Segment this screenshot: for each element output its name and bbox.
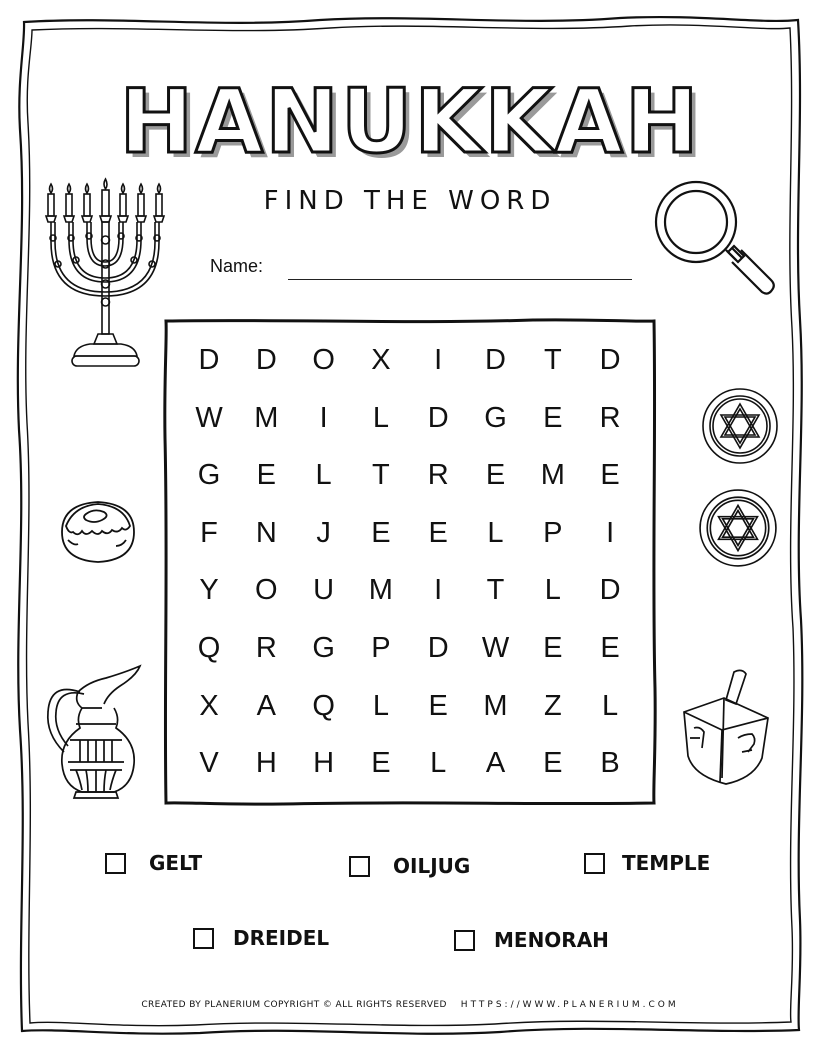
- coin-icon: [700, 386, 780, 466]
- grid-cell[interactable]: P: [371, 632, 391, 664]
- word-label: DREIDEL: [233, 926, 330, 950]
- grid-cell[interactable]: O: [312, 344, 335, 376]
- grid-cell[interactable]: U: [313, 574, 335, 607]
- grid-cell[interactable]: L: [602, 689, 619, 722]
- grid-cell[interactable]: M: [368, 574, 393, 607]
- grid-cell[interactable]: A: [256, 689, 276, 722]
- grid-cell[interactable]: L: [372, 401, 389, 434]
- grid-cell[interactable]: M: [540, 459, 565, 492]
- grid-cell[interactable]: Z: [543, 689, 562, 722]
- grid-cell[interactable]: P: [543, 516, 563, 549]
- grid-cell[interactable]: W: [481, 632, 510, 664]
- grid-cell[interactable]: D: [255, 344, 277, 376]
- name-label: Name:: [210, 256, 264, 276]
- grid-cell[interactable]: X: [371, 344, 391, 376]
- grid-cell[interactable]: A: [485, 747, 506, 780]
- grid-cell[interactable]: Q: [197, 632, 221, 664]
- grid-cell[interactable]: R: [427, 459, 449, 492]
- menorah-icon: [40, 176, 180, 376]
- grid-cell[interactable]: W: [195, 401, 223, 434]
- grid-cell[interactable]: D: [427, 632, 449, 664]
- grid-cell[interactable]: E: [428, 689, 448, 722]
- grid-cell[interactable]: M: [483, 689, 508, 722]
- page-subtitle: FIND THE WORD: [263, 186, 557, 216]
- grid-cell[interactable]: L: [544, 574, 561, 607]
- grid-cell[interactable]: E: [371, 516, 391, 549]
- grid-cell[interactable]: H: [255, 747, 277, 780]
- grid-cell[interactable]: E: [485, 459, 506, 492]
- grid-cell[interactable]: Q: [312, 689, 335, 722]
- grid-cell[interactable]: X: [199, 689, 219, 722]
- grid-cell[interactable]: M: [254, 401, 279, 434]
- page-title: HANUKKAH: [119, 70, 701, 173]
- word-label: MENORAH: [494, 928, 609, 952]
- grid-cell[interactable]: T: [543, 344, 562, 376]
- grid-cell[interactable]: H: [313, 747, 335, 780]
- grid-cell[interactable]: E: [543, 747, 563, 780]
- name-field-line[interactable]: [288, 279, 632, 280]
- grid-cell[interactable]: V: [199, 747, 219, 780]
- checkbox[interactable]: [584, 853, 605, 874]
- word-label: GELT: [149, 851, 203, 875]
- grid-cell[interactable]: R: [599, 401, 621, 434]
- grid-cell[interactable]: E: [428, 516, 448, 549]
- grid-cell[interactable]: I: [606, 516, 615, 549]
- grid-cell[interactable]: L: [430, 747, 447, 780]
- grid-cell[interactable]: R: [255, 632, 277, 664]
- grid-cell[interactable]: T: [486, 574, 505, 607]
- magnifying-glass-icon: [648, 176, 778, 301]
- checkbox[interactable]: [193, 928, 214, 949]
- word-search-grid: [163, 318, 657, 806]
- grid-cell[interactable]: D: [485, 344, 506, 376]
- grid-cell[interactable]: G: [197, 459, 221, 492]
- jug-icon: [40, 662, 148, 802]
- grid-cell[interactable]: Y: [199, 574, 219, 607]
- grid-cell[interactable]: E: [371, 747, 391, 780]
- checkbox[interactable]: [349, 856, 370, 877]
- grid-cell[interactable]: D: [198, 344, 220, 376]
- grid-cell[interactable]: G: [484, 401, 507, 434]
- grid-cell[interactable]: E: [543, 632, 563, 664]
- grid-cell[interactable]: O: [255, 574, 278, 607]
- grid-cell[interactable]: I: [434, 574, 443, 607]
- grid-cell[interactable]: J: [316, 516, 331, 549]
- checkbox[interactable]: [454, 930, 475, 951]
- grid-cell[interactable]: G: [312, 632, 335, 664]
- footer: [0, 1000, 820, 1010]
- grid-cell[interactable]: T: [372, 459, 390, 492]
- grid-cell[interactable]: E: [600, 632, 620, 664]
- word-label: OILJUG: [393, 854, 471, 878]
- grid-cell[interactable]: I: [319, 401, 328, 434]
- grid-cell[interactable]: E: [256, 459, 276, 492]
- grid-cell[interactable]: L: [372, 689, 389, 722]
- website-url: HTTPS://WWW.PLANERIUM.COM: [460, 1000, 679, 1010]
- coin-icon: [697, 487, 779, 569]
- checkbox[interactable]: [105, 853, 126, 874]
- grid-cell[interactable]: E: [543, 401, 563, 434]
- grid-cell[interactable]: E: [600, 459, 620, 492]
- grid-cell[interactable]: D: [599, 574, 621, 607]
- grid-cell[interactable]: L: [315, 459, 332, 492]
- word-label: TEMPLE: [622, 851, 711, 875]
- copyright-text: CREATED BY PLANERIUM COPYRIGHT © ALL RIGHTS RESERVED: [141, 1000, 447, 1010]
- grid-cell[interactable]: B: [600, 747, 620, 780]
- grid-cell[interactable]: L: [487, 516, 504, 549]
- grid-cell[interactable]: D: [599, 344, 621, 376]
- grid-cell[interactable]: D: [427, 401, 449, 434]
- grid-cell[interactable]: F: [200, 516, 218, 549]
- grid-cell[interactable]: I: [434, 344, 443, 376]
- dreidel-icon: [676, 668, 776, 786]
- donut-icon: [56, 496, 140, 568]
- grid-cell[interactable]: N: [255, 516, 277, 549]
